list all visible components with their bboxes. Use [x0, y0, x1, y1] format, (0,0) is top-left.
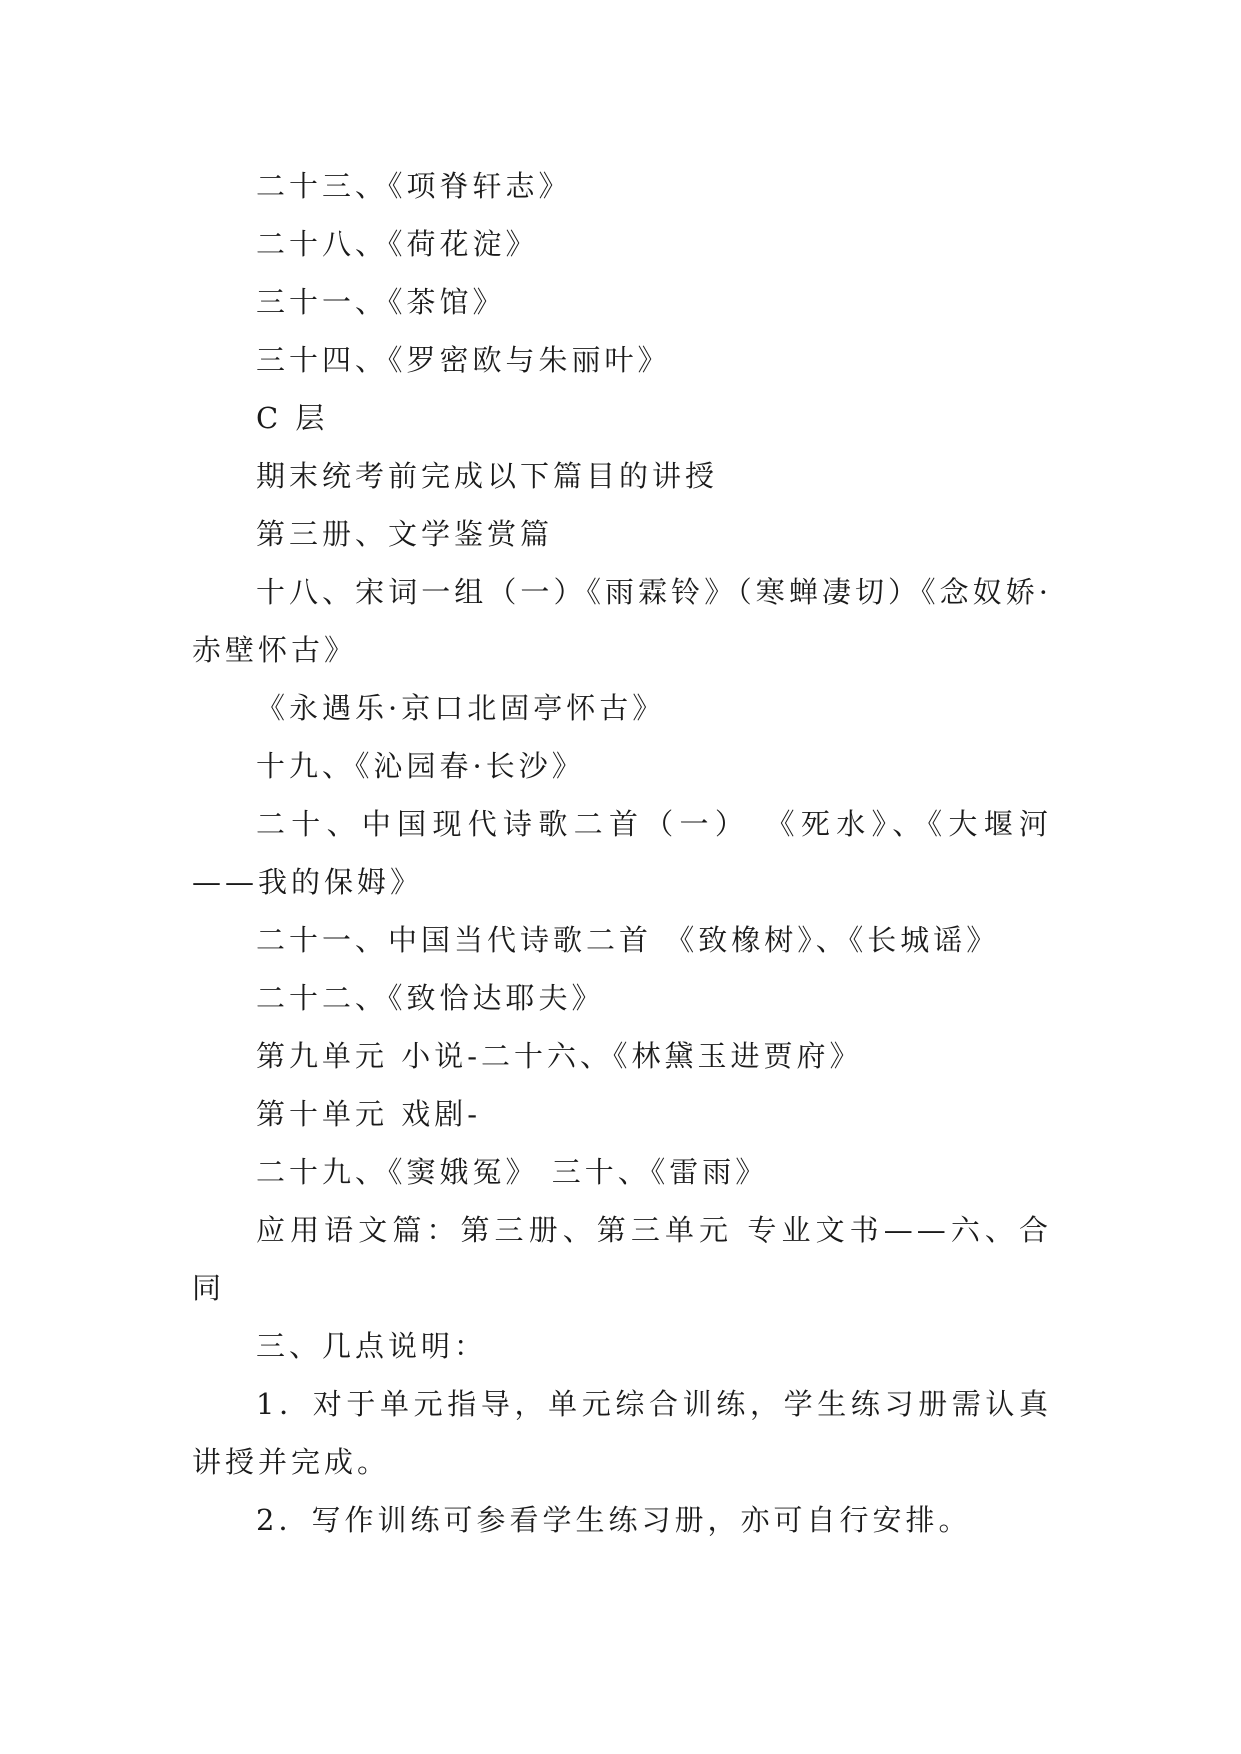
text-line: 期末统考前完成以下篇目的讲授 [256, 459, 719, 493]
text-line: 二十三、《项脊轩志》 [256, 169, 572, 203]
text-line: 2．写作训练可参看学生练习册，亦可自行安排。 [256, 1503, 972, 1537]
text-line: 十九、《沁园春·长沙》 [256, 749, 585, 783]
text-line: 三十四、《罗密欧与朱丽叶》 [256, 343, 671, 377]
document-body [192, 157, 1052, 1549]
text-line: 第九单元 小说-二十六、《林黛玉进贾府》 [256, 1039, 863, 1073]
text-line: 二十八、《荷花淀》 [256, 227, 539, 261]
text-line: 三十一、《茶馆》 [256, 285, 506, 319]
text-paragraph: 1．对于单元指导，单元综合训练，学生练习册需认真讲授并完成。 [192, 1387, 1052, 1479]
section-heading: C 层 [256, 401, 329, 435]
text-line: 第三册、文学鉴赏篇 [256, 517, 554, 551]
text-paragraph: 二十、中国现代诗歌二首（一） 《死水》、《大堰河——我的保姆》 [192, 807, 1052, 899]
text-line: 二十二、《致恰达耶夫》 [256, 981, 605, 1015]
section-heading: 三、几点说明： [256, 1329, 488, 1363]
text-line: 二十九、《窦娥冤》 三十、《雷雨》 [256, 1155, 769, 1189]
text-line: 第十单元 戏剧- [256, 1097, 482, 1131]
text-paragraph: 应用语文篇：第三册、第三单元 专业文书——六、合同 [192, 1213, 1052, 1305]
text-line: 《永遇乐·京口北固亭怀古》 [256, 691, 666, 725]
text-paragraph: 十八、宋词一组（一）《雨霖铃》（寒蝉凄切）《念奴娇·赤壁怀古》 [192, 575, 1052, 667]
text-line: 二十一、中国当代诗歌二首 《致橡树》、《长城谣》 [256, 923, 1000, 957]
